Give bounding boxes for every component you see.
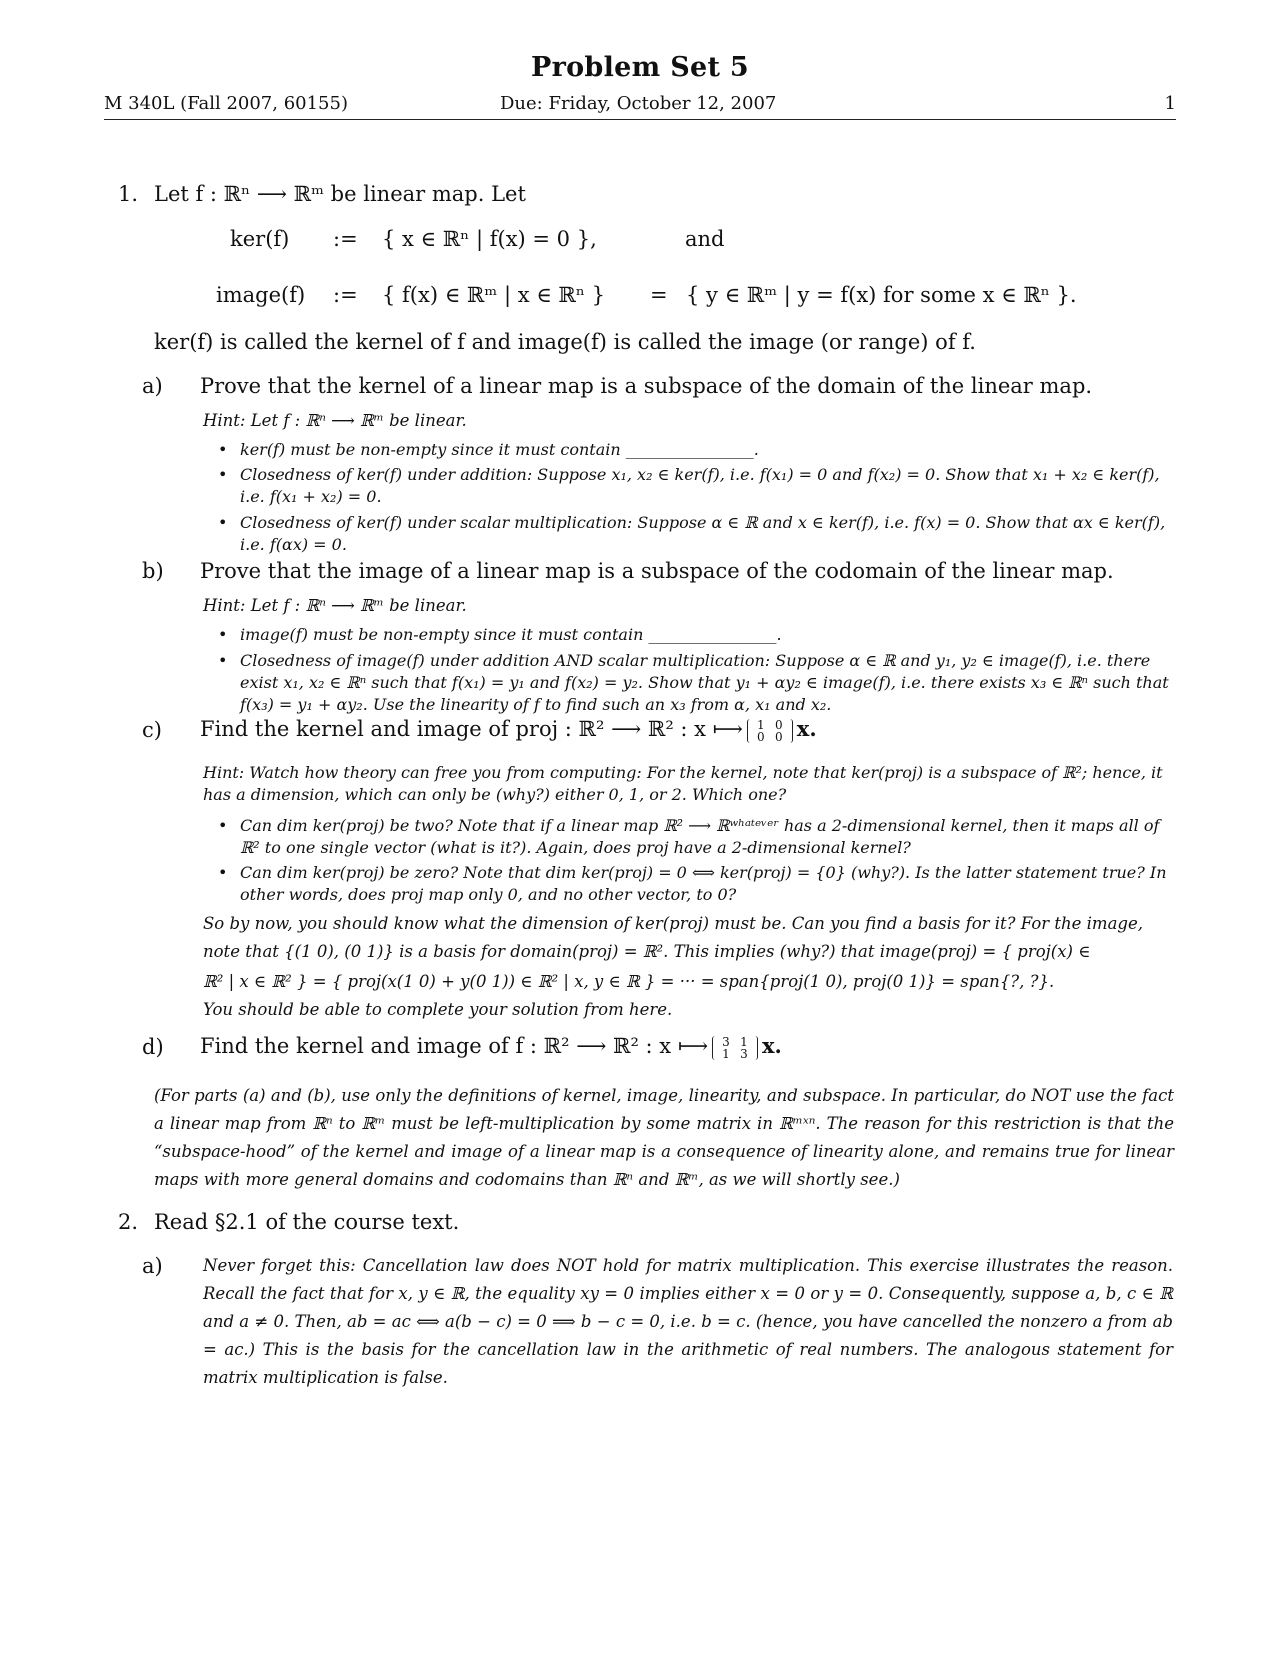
part-b-label: b) bbox=[142, 559, 164, 583]
image-def-lhs: image(f) bbox=[216, 283, 306, 307]
image-def-rhs: { y ∈ ℝᵐ | y = f(x) for some x ∈ ℝⁿ }. bbox=[686, 283, 1077, 307]
problem-2-part-a-text: Never forget this: Cancellation law does NOT hold for matrix multiplication. This exercise illustrates the reason. Recall the fact that for x, y ∈ ℝ, the equality xy = 0 implies either x = 0 or y = 0. Consequently, suppose a, b, c ∈ ℝ and a ≠ 0. Then, ab = ac ⟺ a(b − c) = 0 ⟹ b − c = 0, i.e. b = c. (hence, you have cancelled the nonzero a from ab = ac.) This is the basis for the cancellation law in the arithmetic of real numbers. The analogous statement for matrix multiplication is false. bbox=[203, 1256, 1173, 1387]
ker-def-and: and bbox=[685, 227, 725, 251]
f-matrix: 3 1 1 3 bbox=[712, 1036, 758, 1060]
problem-2-part-a-label: a) bbox=[142, 1254, 163, 1278]
part-a-statement: Prove that the kernel of a linear map is a subspace of the domain of the linear map. bbox=[200, 374, 1093, 398]
part-c-para-line-4: You should be able to complete your solution from here. bbox=[203, 1000, 673, 1019]
part-c-bullet-2: • Can dim ker(proj) be zero? Note that dim ker(proj) = 0 ⟺ ker(proj) = {0} (why?). Is the latter statement true? In other words, does proj map only 0, and no other vector, to 0? bbox=[218, 863, 1167, 904]
part-d-label: d) bbox=[142, 1035, 164, 1059]
part-c-bullet-1: • Can dim ker(proj) be two? Note that if a linear map ℝ² ⟶ ℝʷʰᵃᵗᵉᵛᵉʳ has a 2-dimensional kernel, then it maps all of ℝ² to one single vector (what is it?). Again, does proj have a 2-dimensional kernel? bbox=[218, 816, 1160, 857]
image-def-eq2: = bbox=[650, 283, 668, 307]
image-def-eq: := bbox=[333, 283, 358, 307]
part-c-para-line-2: note that {(1 0), (0 1)} is a basis for domain(proj) = ℝ². This implies (why?) that image(proj) = { proj(x) ∈ bbox=[203, 942, 1091, 961]
problem-2-statement: Read §2.1 of the course text. bbox=[154, 1210, 460, 1234]
page-number: 1 bbox=[1164, 93, 1176, 114]
problem-1-number: 1. bbox=[118, 182, 139, 206]
part-a-label: a) bbox=[142, 374, 163, 398]
part-c-para-line-3: ℝ² | x ∈ ℝ² } = { proj(x(1 0) + y(0 1)) ∈ ℝ² | x, y ∈ ℝ } = ··· = span{proj(1 0), proj(0 1)} = span{?, ?}. bbox=[203, 972, 1055, 991]
part-a-bullet-2: • Closedness of ker(f) under addition: Suppose x₁, x₂ ∈ ker(f), i.e. f(x₁) = 0 and f(x₂) = 0. Show that x₁ + x₂ ∈ ker(f), i.e. f(x₁ + x₂) = 0. bbox=[218, 465, 1160, 506]
ker-def-rhs: { x ∈ ℝⁿ | f(x) = 0 }, bbox=[382, 227, 597, 251]
part-b-bullet-1: • image(f) must be non-empty since it must contain ________________. bbox=[218, 625, 782, 644]
ker-def-lhs: ker(f) bbox=[230, 227, 290, 251]
course-info: M 340L (Fall 2007, 60155) bbox=[104, 93, 348, 114]
part-c-hint: Hint: Watch how theory can free you from computing: For the kernel, note that ker(proj) is a subspace of ℝ²; hence, it has a dimension, which can only be (why?) either 0, 1, or 2. Which one? bbox=[203, 763, 1163, 804]
proj-matrix: 1 0 0 0 bbox=[747, 719, 793, 743]
parts-a-b-note: (For parts (a) and (b), use only the definitions of kernel, image, linearity, and subspace. In particular, do NOT use the fact a linear map from ℝⁿ to ℝᵐ must be left-multiplication by some matrix in ℝᵐˣⁿ. The reason for this restriction is that the “subspace-hood” of the kernel and image of a linear map is a consequence of linearity alone, and remains true for linear maps with more general domains and codomains than ℝⁿ and ℝᵐ, as we will shortly see.) bbox=[154, 1086, 1174, 1189]
ker-def-eq: := bbox=[333, 227, 358, 251]
part-c-label: c) bbox=[142, 718, 162, 742]
part-a-hint: Hint: Let f : ℝⁿ ⟶ ℝᵐ be linear. bbox=[203, 411, 467, 430]
part-d-statement: Find the kernel and image of f : ℝ² ⟶ ℝ² : x ⟼ 3 1 1 3 x. bbox=[200, 1033, 782, 1061]
kernel-image-naming: ker(f) is called the kernel of f and image(f) is called the image (or range) of f. bbox=[154, 330, 976, 354]
due-date: Due: Friday, October 12, 2007 bbox=[500, 93, 777, 114]
page-title: Problem Set 5 bbox=[530, 52, 750, 83]
header-rule bbox=[104, 119, 1176, 120]
part-a-bullet-3: • Closedness of ker(f) under scalar multiplication: Suppose α ∈ ℝ and x ∈ ker(f), i.e. f(x) = 0. Show that αx ∈ ker(f), i.e. f(αx) = 0. bbox=[218, 513, 1166, 554]
part-b-hint: Hint: Let f : ℝⁿ ⟶ ℝᵐ be linear. bbox=[203, 596, 467, 615]
part-b-bullet-2: • Closedness of image(f) under addition AND scalar multiplication: Suppose α ∈ ℝ and y₁, y₂ ∈ image(f), i.e. there exist x₁, x₂ ∈ ℝⁿ such that f(x₁) = y₁ and f(x₂) = y₂. Show that y₁ + αy₂ ∈ image(f), i.e. there exists x₃ ∈ ℝⁿ such that f(x₃) = y₁ + αy₂. Use the linearity of f to find such an x₃ from α, x₁ and x₂. bbox=[218, 651, 1169, 714]
problem-2-number: 2. bbox=[118, 1210, 139, 1234]
part-a-bullet-1: • ker(f) must be non-empty since it must contain ________________. bbox=[218, 440, 759, 459]
problem-1-intro: Let f : ℝⁿ ⟶ ℝᵐ be linear map. Let bbox=[154, 182, 526, 206]
image-def-mid: { f(x) ∈ ℝᵐ | x ∈ ℝⁿ } bbox=[382, 283, 606, 307]
part-c-statement: Find the kernel and image of proj : ℝ² ⟶ ℝ² : x ⟼ 1 0 0 0 x. bbox=[200, 716, 817, 744]
part-b-statement: Prove that the image of a linear map is a subspace of the codomain of the linear map. bbox=[200, 559, 1114, 583]
part-c-para-line-1: So by now, you should know what the dimension of ker(proj) must be. Can you find a basis for it? For the image, bbox=[203, 914, 1143, 933]
